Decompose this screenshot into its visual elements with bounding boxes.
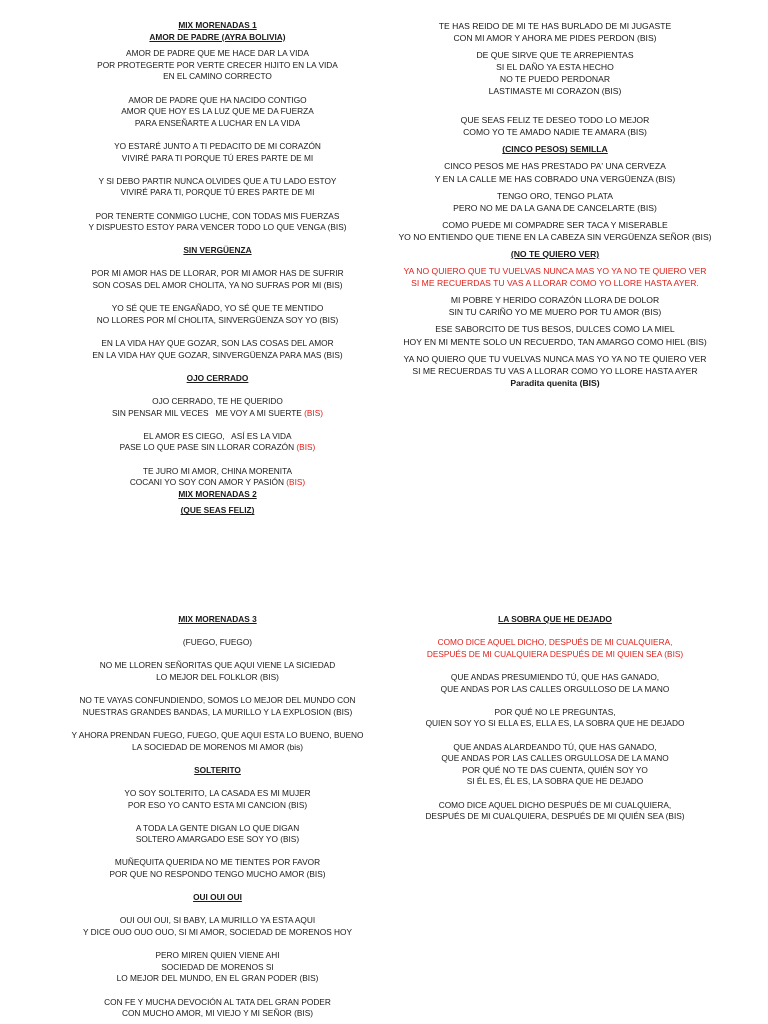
spacer — [60, 626, 375, 638]
lyric-line — [60, 60, 375, 72]
lyric-line — [60, 303, 375, 315]
line-text: MIX MORENADAS 2 — [178, 488, 257, 499]
lyric-line — [390, 684, 720, 696]
lyric-line — [60, 962, 375, 974]
line-text: DESPUÉS DE MI CUALQUIERA DESPUÉS DE MI QUIEN SEA (BIS) — [426, 648, 684, 659]
line-text: SOLTERO AMARGADO ESE SOY YO (BIS) — [135, 834, 300, 845]
lyrics-column-top-left — [60, 20, 375, 517]
song-title — [60, 32, 375, 44]
line-text: SOLTERITO — [194, 764, 241, 775]
line-text: NO ME LLOREN SEÑORITAS QUE AQUI VIENE LA SICIEDAD — [99, 660, 336, 671]
song-title — [60, 614, 375, 626]
lyric-line — [390, 336, 720, 348]
spacer — [390, 98, 720, 110]
line-text: EN EL CAMINO CORRECTO — [163, 71, 272, 82]
lyric-line — [390, 61, 720, 73]
line-text: COMO YO TE AMADO NADIE TE AMARA (BIS) — [463, 127, 647, 138]
line-text: (NO TE QUIERO VER) — [510, 249, 600, 259]
lyric-line — [60, 211, 375, 223]
spacer — [60, 361, 375, 373]
song-title — [60, 765, 375, 777]
lyric-line-highlighted — [390, 265, 720, 277]
lyric-line — [390, 294, 720, 306]
lyric-line — [390, 49, 720, 61]
lyric-line — [390, 718, 720, 730]
line-text: QUIEN SOY YO SI ELLA ES, ELLA ES, LA SOBRA QUE HE DEJADO — [425, 718, 685, 729]
lyric-line — [60, 477, 375, 489]
line-text: POR MI AMOR HAS DE LLORAR, POR MI AMOR HAS DE SUFRIR — [91, 268, 344, 279]
lyric-line — [60, 997, 375, 1009]
line-text: POR TENERTE CONMIGO LUCHE, CON TODAS MIS FUERZAS — [95, 210, 340, 221]
lyric-line — [60, 466, 375, 478]
lyric-line — [60, 707, 375, 719]
line-text: Y DISPUESTO ESTOY PARA VENCER TODO LO QUE VENGA (BIS) — [88, 222, 347, 233]
line-text: MIX MORENADAS 1 — [178, 20, 257, 30]
spacer — [390, 695, 720, 707]
line-text: PARA ENSEÑARTE A LUCHAR EN LA VIDA — [134, 117, 301, 128]
lyric-line — [60, 118, 375, 130]
lyric-line — [60, 106, 375, 118]
lyric-line — [60, 442, 375, 454]
lyric-line — [60, 350, 375, 362]
line-text: CON MUCHO AMOR, MI VIEJO Y MI SEÑOR (BIS) — [121, 1008, 313, 1019]
lyric-line — [60, 315, 375, 327]
spacer — [390, 730, 720, 742]
spacer — [390, 788, 720, 800]
line-text: QUE ANDAS PRESUMIENDO TÚ, QUE HAS GANADO, — [450, 671, 660, 682]
lyric-line — [390, 707, 720, 719]
spacer — [60, 718, 375, 730]
spacer — [60, 234, 375, 246]
spacer — [60, 83, 375, 95]
lyric-line — [390, 753, 720, 765]
spacer — [60, 292, 375, 304]
line-text: NO LLORES POR MÍ CHOLITA, SINVERGÜENZA SOY YO (BIS) — [96, 314, 339, 325]
lyric-line-highlighted — [390, 637, 720, 649]
line-text: OJO CERRADO, TE HE QUERIDO — [152, 396, 283, 406]
lyric-line — [60, 153, 375, 165]
song-title — [390, 614, 720, 626]
lyric-line — [60, 141, 375, 153]
line-text: QUE SEAS FELIZ TE DESEO TODO LO MEJOR — [460, 115, 650, 126]
line-text: LA SOBRA QUE HE DEJADO — [498, 614, 612, 624]
line-text: ESE SABORCITO DE TUS BESOS, DULCES COMO LA MIEL — [435, 324, 675, 335]
line-text: YO ESTARÉ JUNTO A TI PEDACITO DE MI CORAZÓN — [114, 140, 321, 151]
lyric-line — [60, 788, 375, 800]
lyric-line — [60, 672, 375, 684]
lyric-line — [390, 811, 720, 823]
lyric-line — [390, 765, 720, 777]
line-text: MIX MORENADAS 3 — [178, 614, 257, 624]
spacer — [60, 384, 375, 396]
lyric-line — [60, 1008, 375, 1020]
line-text: MUÑEQUITA QUERIDA NO ME TIENTES POR FAVOR — [114, 857, 321, 868]
line-text: (QUE SEAS FELIZ) — [180, 505, 255, 516]
lyric-line — [60, 927, 375, 939]
line-text: VIVIRÉ PARA TI PORQUE TÚ ERES PARTE DE MI — [121, 152, 314, 163]
line-text: (FUEGO, FUEGO) — [182, 637, 253, 648]
lyric-line — [60, 431, 375, 443]
line-text: TE HAS REIDO DE MI TE HAS BURLADO DE MI JUGASTE — [438, 21, 672, 31]
line-text: PERO MIREN QUIEN VIENE AHI — [155, 950, 280, 961]
lyrics-column-top-right — [390, 20, 720, 389]
song-title — [390, 143, 720, 155]
spacer — [60, 649, 375, 661]
line-text: YA NO QUIERO QUE TU VUELVAS NUNCA MAS YO YA NO TE QUIERO VER — [403, 266, 707, 277]
lyric-line — [390, 20, 720, 32]
line-text: Paradita quenita (BIS) — [510, 377, 600, 388]
line-text: COMO DICE AQUEL DICHO, DESPUÉS DE MI CUALQUIERA, — [437, 637, 673, 648]
lyric-line — [390, 160, 720, 172]
lyric-line — [60, 973, 375, 985]
spacer — [60, 454, 375, 466]
lyric-line — [60, 823, 375, 835]
line-text: Y EN LA CALLE ME HAS COBRADO UNA VERGÜENZA (BIS) — [434, 173, 676, 184]
line-text: YO SÉ QUE TE ENGAÑADO, YO SÉ QUE TE MENTIDO — [111, 303, 324, 314]
lyric-line — [60, 915, 375, 927]
lyric-line — [390, 323, 720, 335]
line-text: COCANI YO SOY CON AMOR Y PASIÓN — [129, 477, 287, 488]
line-text: SIN PENSAR MIL VECES ME VOY A MI SUERTE — [111, 407, 305, 418]
lyric-line — [390, 306, 720, 318]
line-text: COMO PUEDE MI COMPADRE SER TACA Y MISERABLE — [442, 219, 668, 230]
spacer — [60, 199, 375, 211]
line-text: POR QUÉ NO TE DAS CUENTA, QUIÉN SOY YO — [462, 764, 648, 775]
lyric-line — [60, 338, 375, 350]
lyric-line — [60, 742, 375, 754]
lyric-line — [60, 730, 375, 742]
lyric-line — [390, 353, 720, 365]
lyric-line — [60, 695, 375, 707]
line-text: POR ESO YO CANTO ESTA MI CANCION (BIS) — [127, 799, 308, 810]
line-text: CON MI AMOR Y AHORA ME PIDES PERDON (BIS) — [453, 33, 657, 44]
line-text: SI ÉL ES, ÉL ES, LA SOBRA QUE HE DEJADO — [466, 776, 644, 787]
line-text: Y AHORA PRENDAN FUEGO, FUEGO, QUE AQUI ESTA LO BUENO, BUENO — [71, 729, 364, 740]
lyric-line — [60, 176, 375, 188]
lyric-line — [390, 114, 720, 126]
lyric-line — [60, 95, 375, 107]
lyrics-column-bottom-right — [390, 614, 720, 823]
song-title — [60, 20, 375, 32]
lyric-line-highlighted — [390, 649, 720, 661]
lyric-line — [390, 672, 720, 684]
spacer — [60, 129, 375, 141]
spacer — [60, 753, 375, 765]
lyric-line — [60, 660, 375, 672]
lyric-line — [60, 280, 375, 292]
song-title — [390, 248, 720, 260]
lyric-line — [390, 365, 720, 377]
lyric-line — [390, 219, 720, 231]
lyric-line — [390, 742, 720, 754]
line-text: POR QUE NO RESPONDO TENGO MUCHO AMOR (BIS) — [109, 869, 326, 880]
line-text: SI ME RECUERDAS TU VAS A LLORAR COMO YO LLORE HASTA AYER. — [411, 278, 699, 289]
spacer — [390, 660, 720, 672]
line-text: NO TE VAYAS CONFUNDIENDO, SOMOS LO MEJOR DEL MUNDO CON — [79, 695, 356, 706]
song-title — [60, 245, 375, 257]
line-text: AMOR DE PADRE (AYRA BOLIVIA) — [149, 31, 286, 42]
line-text: NO TE PUEDO PERDONAR — [499, 74, 611, 85]
lyric-line — [390, 126, 720, 138]
repeat-marker: (BIS) — [286, 477, 306, 488]
line-text: TE JURO MI AMOR, CHINA MORENITA — [142, 465, 293, 476]
spacer — [60, 684, 375, 696]
line-text: PERO NO ME DA LA GANA DE CANCELARTE (BIS) — [453, 202, 657, 213]
line-text: CINCO PESOS ME HAS PRESTADO PA' UNA CERVEZA — [444, 161, 666, 172]
line-text: CON FE Y MUCHA DEVOCIÓN AL TATA DEL GRAN PODER — [104, 996, 331, 1007]
line-text: SI EL DAÑO YA ESTA HECHO — [496, 62, 614, 73]
spacer — [60, 846, 375, 858]
line-text: COMO DICE AQUEL DICHO DESPUÉS DE MI CUALQUIERA, — [438, 799, 672, 810]
spacer — [60, 939, 375, 951]
lyric-line — [60, 396, 375, 408]
lyric-line — [60, 48, 375, 60]
line-text: SI ME RECUERDAS TU VAS A LLORAR COMO YO LLORE HASTA AYER — [412, 365, 698, 376]
line-text: AMOR QUE HOY ES LA LUZ QUE ME DA FUERZA — [121, 106, 314, 117]
lyric-line — [60, 950, 375, 962]
line-text: EN LA VIDA HAY QUE GOZAR, SINVERGÜENZA PARA MAS (BIS) — [92, 349, 343, 360]
line-text: OUI OUI OUI — [193, 892, 242, 903]
line-text: YO SOY SOLTERITO, LA CASADA ES MI MUJER — [124, 787, 311, 798]
line-text: Y DICE OUO OUO OUO, SI MI AMOR, SOCIEDAD DE MORENOS HOY — [82, 927, 353, 938]
spacer — [60, 881, 375, 893]
lyrics-column-bottom-left — [60, 614, 375, 1020]
song-title — [60, 373, 375, 385]
line-text: LO MEJOR DEL MUNDO, EN EL GRAN PODER (BIS) — [116, 973, 319, 984]
lyric-line — [60, 408, 375, 420]
spacer — [60, 811, 375, 823]
line-text: DE QUE SIRVE QUE TE ARREPIENTAS — [476, 50, 634, 61]
line-text: EN LA VIDA HAY QUE GOZAR, SON LAS COSAS DEL AMOR — [101, 338, 334, 349]
lyric-line — [60, 800, 375, 812]
lyric-line — [60, 637, 375, 649]
line-text: SOCIEDAD DE MORENOS SI — [161, 961, 274, 972]
spacer — [60, 985, 375, 997]
line-text: LA SOCIEDAD DE MORENOS MI AMOR (bis) — [131, 741, 304, 752]
lyric-line — [60, 222, 375, 234]
line-text: OUI OUI OUI, SI BABY, LA MURILLO YA ESTA AQUI — [119, 915, 316, 926]
lyric-line-highlighted — [390, 277, 720, 289]
line-text: QUE ANDAS ALARDEANDO TÚ, QUE HAS GANADO, — [453, 741, 657, 752]
spacer — [60, 164, 375, 176]
lyric-line — [60, 71, 375, 83]
lyric-line — [390, 85, 720, 97]
spacer — [60, 326, 375, 338]
lyric-line — [390, 800, 720, 812]
line-text: SON COSAS DEL AMOR CHOLITA, YA NO SUFRAS POR MI (BIS) — [92, 280, 343, 291]
lyric-line — [390, 377, 720, 389]
lyric-line — [390, 173, 720, 185]
repeat-marker: (BIS) — [304, 407, 324, 418]
line-text: DESPUÉS DE MI CUALQUIERA, DESPUÉS DE MI QUIÉN SEA (BIS) — [425, 811, 685, 822]
song-title — [60, 892, 375, 904]
line-text: MI POBRE Y HERIDO CORAZÓN LLORA DE DOLOR — [450, 295, 660, 306]
lyric-line — [390, 776, 720, 788]
song-title — [60, 505, 375, 517]
line-text: (CINCO PESOS) SEMILLA — [502, 144, 608, 155]
lyric-line — [60, 268, 375, 280]
line-text: AMOR DE PADRE QUE ME HACE DAR LA VIDA — [126, 48, 309, 59]
line-text: SIN TU CARIÑO YO ME MUERO POR TU AMOR (BIS) — [448, 307, 662, 318]
lyric-line — [60, 869, 375, 881]
spacer — [60, 776, 375, 788]
lyric-line — [390, 73, 720, 85]
song-title — [60, 489, 375, 501]
line-text: A TODA LA GENTE DIGAN LO QUE DIGAN — [135, 822, 300, 833]
line-text: QUE ANDAS POR LAS CALLES ORGULLOSA DE LA MANO — [441, 753, 669, 764]
line-text: OJO CERRADO — [186, 372, 249, 383]
lyric-line — [60, 834, 375, 846]
line-text: EL AMOR ES CIEGO, ASÍ ES LA VIDA — [143, 430, 292, 441]
line-text: YO NO ENTIENDO QUE TIENE EN LA CABEZA SIN VERGÜENZA SEÑOR (BIS) — [398, 231, 712, 242]
line-text: POR PROTEGERTE POR VERTE CRECER HIJITO EN LA VIDA — [97, 59, 338, 70]
line-text: Y SI DEBO PARTIR NUNCA OLVIDES QUE A TU LADO ESTOY — [98, 175, 337, 186]
lyric-line — [390, 190, 720, 202]
line-text: SIN VERGÜENZA — [183, 245, 252, 256]
line-text: NUESTRAS GRANDES BANDAS, LA MURILLO Y LA EXPLOSION (BIS) — [82, 706, 353, 717]
lyric-line — [390, 231, 720, 243]
line-text: LO MEJOR DEL FOLKLOR (BIS) — [156, 671, 279, 682]
spacer — [60, 904, 375, 916]
line-text: QUE ANDAS POR LAS CALLES ORGULLOSO DE LA MANO — [440, 683, 670, 694]
lyric-line — [60, 857, 375, 869]
line-text: AMOR DE PADRE QUE HA NACIDO CONTIGO — [128, 94, 307, 105]
spacer — [390, 626, 720, 638]
line-text: VIVIRÉ PARA TI, PORQUE TÚ ERES PARTE DE MI — [120, 187, 315, 198]
lyric-line — [60, 187, 375, 199]
line-text: HOY EN MI MENTE SOLO UN RECUERDO, TAN AMARGO COMO HIEL (BIS) — [403, 336, 707, 347]
lyric-line — [390, 32, 720, 44]
spacer — [60, 419, 375, 431]
line-text: POR QUÉ NO LE PREGUNTAS, — [494, 706, 616, 717]
repeat-marker: (BIS) — [296, 442, 316, 453]
lyric-line — [390, 202, 720, 214]
line-text: LASTIMASTE MI CORAZON (BIS) — [488, 86, 622, 97]
line-text: YA NO QUIERO QUE TU VUELVAS NUNCA MAS YO YA NO TE QUIERO VER — [403, 353, 707, 364]
line-text: TENGO ORO, TENGO PLATA — [496, 190, 614, 201]
line-text: PASE LO QUE PASE SIN LLORAR CORAZÓN — [119, 442, 297, 453]
spacer — [60, 257, 375, 269]
